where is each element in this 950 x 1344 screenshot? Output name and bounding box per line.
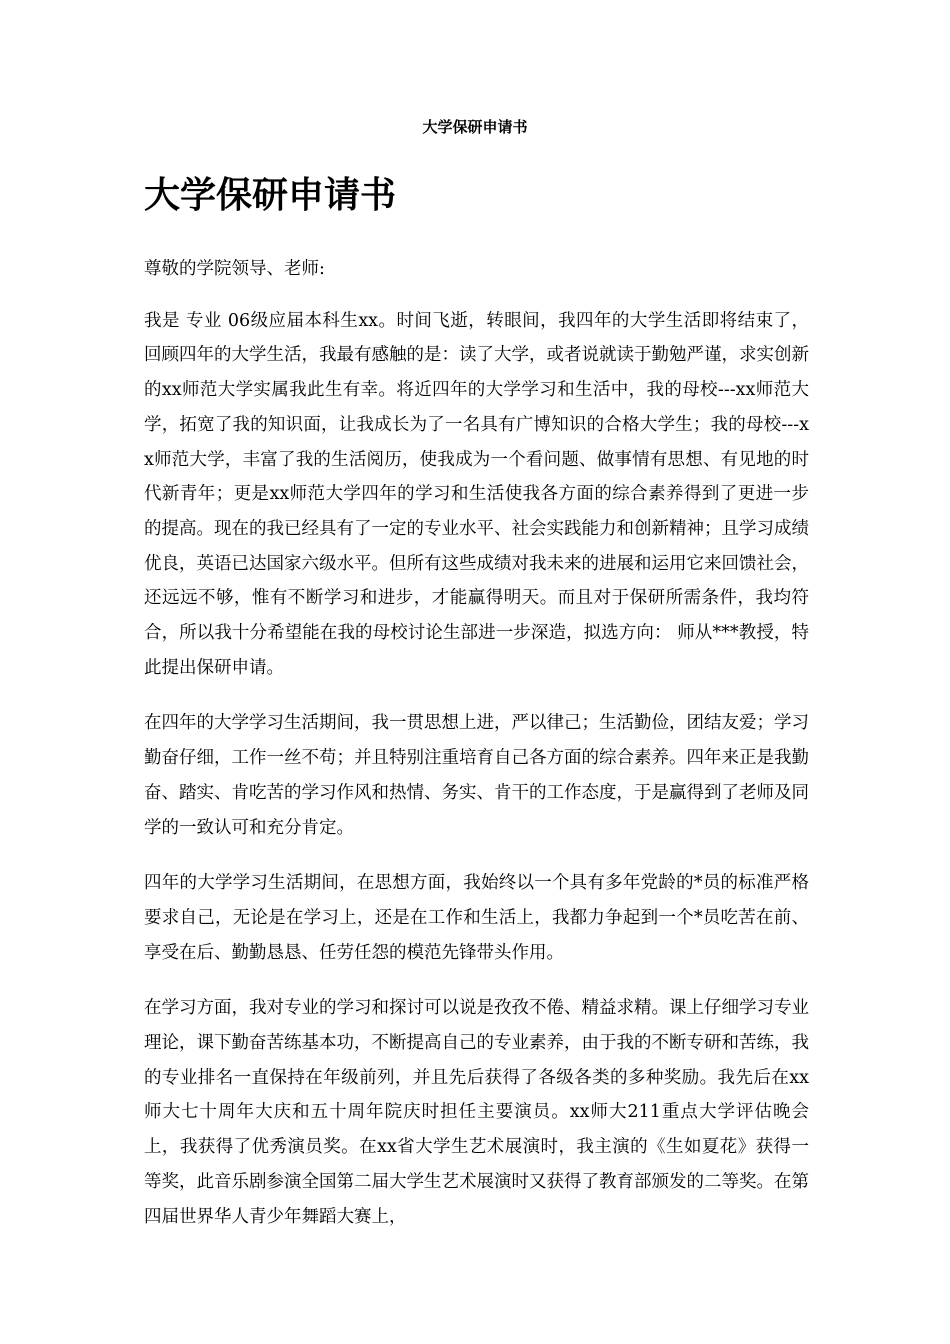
body-paragraph: 我是 专业 06级应届本科生xx。时间飞逝，转眼间，我四年的大学生活即将结束了，回顾四年的大学生活，我最有感触的是：读了大学，或者说就读于勤勉严谨，求实创新的xx师范大学实属我此生有幸。将近四年的大学学习和生活中，我的母校---xx师范大学，拓宽了我的知识面，让我成长为了一名具有广博知识的合格大学生；我的母校---xx师范大学，丰富了我的生活阅历，使我成为一个看问题、做事情有思想、有见地的时代新青年；更是xx师范大学四年的学习和生活使我各方面的综合素养得到了更进一步的提高。现在的我已经具有了一定的专业水平、社会实践能力和创新精神；且学习成绩优良，英语已达国家六级水平。但所有这些成绩对我未来的进展和运用它来回馈社会，还远远不够，惟有不断学习和进步，才能赢得明天。而且对于保研所需条件，我均符合，所以我十分希望能在我的母校讨论生部进一步深造，拟选方向： 师从***教授，特此提出保研申请。 bbox=[144, 310, 809, 678]
body-paragraph: 在四年的大学学习生活期间，我一贯思想上进，严以律己；生活勤俭，团结友爱；学习勤奋仔细，工作一丝不苟；并且特别注重培育自己各方面的综合素养。四年来正是我勤奋、踏实、肯吃苦的学习作风和热情、务实、肯干的工作态度，于是赢得到了老师及同学的一致认可和充分肯定。 bbox=[144, 713, 809, 838]
salutation: 尊敬的学院领导、老师: bbox=[144, 259, 325, 279]
body-paragraph: 四年的大学学习生活期间，在思想方面，我始终以一个具有多年党龄的*员的标准严格要求自己，无论是在学习上，还是在工作和生活上，我都力争起到一个*员吃苦在前、享受在后、勤勤恳恳、任劳任怨的模范先锋带头作用。 bbox=[144, 873, 809, 963]
running-header-title: 大学保研申请书 bbox=[422, 118, 528, 136]
document-body bbox=[144, 252, 809, 1255]
body-paragraph: 在学习方面，我对专业的学习和探讨可以说是孜孜不倦、精益求精。课上仔细学习专业理论，课下勤奋苦练基本功，不断提高自己的专业素养，由于我的不断专研和苦练，我的专业排名一直保持在年级前列，并且先后获得了各级各类的多种奖励。我先后在xx师大七十周年大庆和五十周年院庆时担任主要演员。xx师大211重点大学评估晚会上，我获得了优秀演员奖。在xx省大学生艺术展演时，我主演的《生如夏花》获得一等奖，此音乐剧参演全国第二届大学生艺术展演时又获得了教育部颁发的二等奖。在第四届世界华人青少年舞蹈大赛上， bbox=[144, 998, 809, 1227]
document-title: 大学保研申请书 bbox=[144, 175, 397, 216]
